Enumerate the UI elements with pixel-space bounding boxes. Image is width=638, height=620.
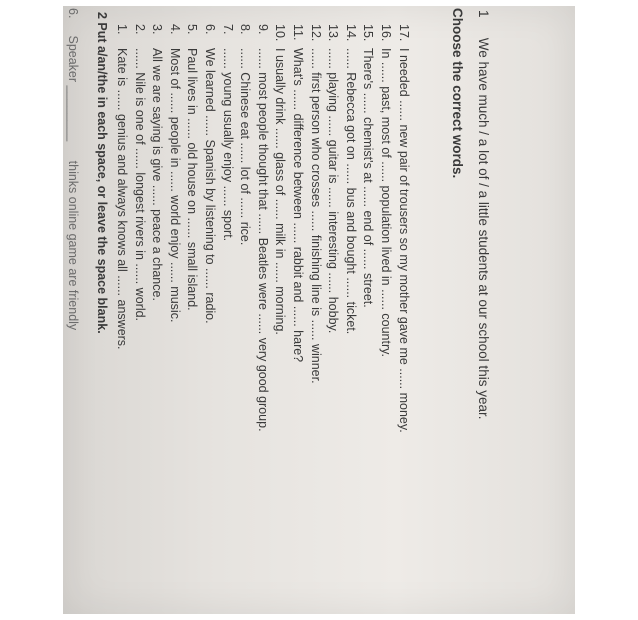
answer-blank: ________ bbox=[66, 85, 80, 142]
exercise-item bbox=[396, 24, 411, 433]
item-number: 2. bbox=[132, 24, 147, 35]
previous-exercise-line bbox=[65, 8, 80, 330]
exercise-item bbox=[132, 24, 147, 321]
item-text: ...... first person who crosses ...... finishing line is ...... winner. bbox=[308, 48, 323, 384]
item-text: ...... young usually enjoy ...... sport. bbox=[220, 48, 235, 242]
item-text: Paul lives in ...... old house on ...... small island. bbox=[185, 48, 200, 311]
exercise-item bbox=[255, 24, 270, 432]
item-number: 9. bbox=[255, 24, 270, 35]
item-number: 3. bbox=[150, 24, 165, 35]
item-text: We have much / a lot of / a little students at our school this year. bbox=[476, 37, 491, 420]
exercise-item bbox=[167, 24, 182, 322]
item-text: We learned ...... Spanish by listening to ...... radio. bbox=[203, 48, 217, 324]
exercise-item bbox=[360, 24, 375, 308]
item-text: All we are saying is give ...... peace a chance. bbox=[150, 48, 165, 301]
cut-off-fragment: thinks online game are friendly bbox=[66, 160, 80, 331]
item-number: 14. bbox=[343, 24, 358, 42]
choose-item-1 bbox=[476, 10, 491, 419]
item-number: 16. bbox=[379, 24, 393, 42]
item-text: Most of ...... people in ...... world enjoy ...... music. bbox=[167, 48, 182, 323]
item-number: 6. bbox=[203, 24, 217, 35]
item-number: 12. bbox=[308, 24, 323, 42]
worksheet-page bbox=[63, 6, 575, 614]
speaker-word: Speaker bbox=[66, 35, 80, 83]
item-number: 13. bbox=[326, 24, 341, 42]
exercise-item bbox=[378, 24, 393, 357]
item-number: 15. bbox=[361, 24, 376, 42]
item-text: ...... Rebecca got on ...... bus and bought ...... ticket. bbox=[343, 48, 358, 335]
item-number: 6. bbox=[66, 8, 80, 19]
item-number: 1. bbox=[115, 24, 129, 35]
exercise-item bbox=[290, 24, 305, 362]
item-text: ...... most people thought that ...... Beatles were ...... very good group. bbox=[255, 48, 270, 432]
exercise-item bbox=[343, 24, 358, 334]
item-text: ...... playing ...... guitar is ...... interesting ...... hobby. bbox=[326, 48, 341, 334]
item-text: What's ...... difference between ...... rabbit and ...... hare? bbox=[291, 48, 305, 363]
exercise-item bbox=[184, 24, 199, 311]
item-number: 4. bbox=[167, 24, 182, 35]
item-number: 5. bbox=[185, 24, 200, 35]
exercise-item bbox=[272, 24, 287, 335]
item-text: There's ...... chemist's at ...... end of ...... street. bbox=[361, 48, 376, 308]
item-text: I usually drink ...... glass of ...... milk in ...... morning. bbox=[273, 48, 288, 335]
item-number: 17. bbox=[396, 24, 411, 42]
exercise-item bbox=[237, 24, 252, 245]
exercise-item bbox=[202, 24, 217, 324]
exercise-item bbox=[325, 24, 340, 333]
item-text: Kate is ...... genius and always knows all ...... answers. bbox=[115, 48, 129, 350]
rotated-page-content bbox=[63, 6, 575, 614]
item-number: 10. bbox=[273, 24, 288, 42]
item-number: 11. bbox=[291, 24, 305, 41]
exercise-item bbox=[114, 24, 129, 350]
exercise-item bbox=[220, 24, 235, 241]
item-text: In ...... past, most of ...... population lived in ...... country. bbox=[379, 48, 393, 357]
item-text: ...... Nile is one of ...... longest rivers in ...... world. bbox=[132, 48, 147, 322]
item-text: ...... Chinese eat ...... lot of ...... rice. bbox=[238, 48, 253, 246]
item-number: 8. bbox=[238, 24, 253, 35]
item-text: I needed ...... new pair of trousers so my mother gave me ...... money. bbox=[396, 48, 411, 433]
exercise-item bbox=[149, 24, 164, 301]
item-number: 7. bbox=[220, 24, 235, 35]
exercise-item bbox=[308, 24, 323, 384]
section-title-choose: Choose the correct words. bbox=[450, 8, 465, 179]
item-number: 1 bbox=[476, 10, 491, 18]
section-title: 2 Put a/an/the in each space, or leave the space blank. bbox=[95, 12, 109, 334]
